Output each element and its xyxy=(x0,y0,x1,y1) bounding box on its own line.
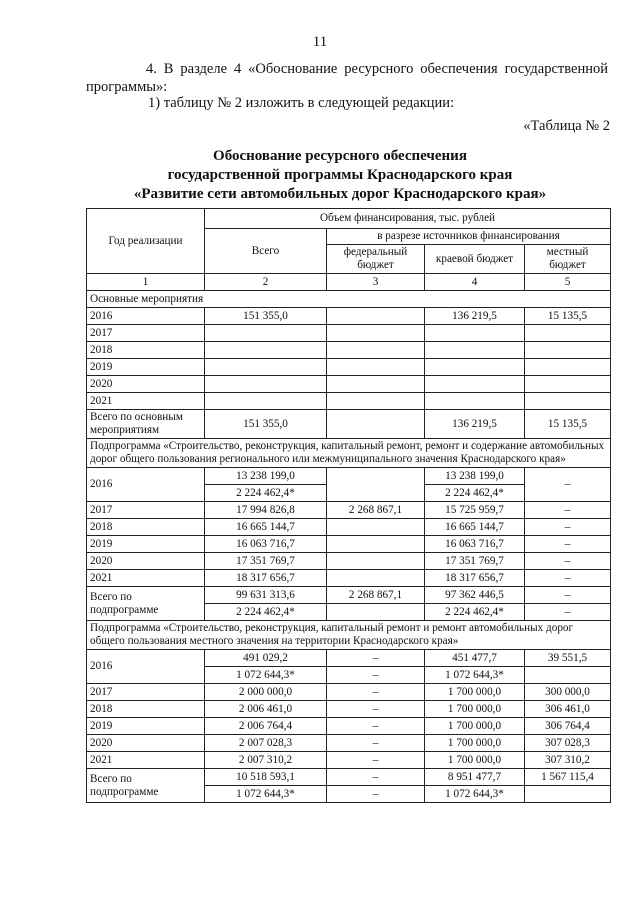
local-cell: 1 567 115,4 xyxy=(525,769,611,786)
total-cell: 151 355,0 xyxy=(205,308,327,325)
regional-cell: 2 224 462,4* xyxy=(425,604,525,621)
page-number: 11 xyxy=(312,34,328,50)
header-federal: федеральный бюджет xyxy=(327,245,425,274)
local-cell: 300 000,0 xyxy=(525,684,611,701)
regional-cell: 1 700 000,0 xyxy=(425,735,525,752)
intro-paragraph: 4. В разделе 4 «Обоснование ресурсного обеспечения государственной программы»: xyxy=(86,61,608,95)
total-label: Всего по подпрограмме xyxy=(87,769,205,803)
local-cell: 39 551,5 xyxy=(525,650,611,667)
col-number: 2 xyxy=(205,274,327,291)
year-cell: 2021 xyxy=(87,393,205,410)
federal-cell: – xyxy=(327,701,425,718)
table-row xyxy=(87,502,611,519)
year-cell: 2017 xyxy=(87,502,205,519)
col-number: 4 xyxy=(425,274,525,291)
regional-cell: 18 317 656,7 xyxy=(425,570,525,587)
table-row xyxy=(87,308,611,325)
total-row xyxy=(87,587,611,604)
total-cell xyxy=(205,393,327,410)
total-cell: 2 224 462,4* xyxy=(205,485,327,502)
federal-cell: – xyxy=(327,752,425,769)
regional-cell: 1 700 000,0 xyxy=(425,701,525,718)
intro-subparagraph: 1) таблицу № 2 изложить в следующей редакции: xyxy=(148,95,455,111)
regional-cell xyxy=(425,359,525,376)
regional-cell: 13 238 199,0 xyxy=(425,468,525,485)
table-row xyxy=(87,376,611,393)
total-cell: 18 317 656,7 xyxy=(205,570,327,587)
local-cell: – xyxy=(525,519,611,536)
regional-cell xyxy=(425,342,525,359)
local-cell: 15 135,5 xyxy=(525,308,611,325)
local-cell: 307 310,2 xyxy=(525,752,611,769)
year-cell: 2018 xyxy=(87,342,205,359)
regional-cell: 2 224 462,4* xyxy=(425,485,525,502)
federal-cell xyxy=(327,519,425,536)
total-cell: 2 006 461,0 xyxy=(205,701,327,718)
regional-cell xyxy=(425,376,525,393)
total-cell: 13 238 199,0 xyxy=(205,468,327,485)
header-local: местный бюджет xyxy=(525,245,611,274)
total-cell: 16 665 144,7 xyxy=(205,519,327,536)
regional-cell: 1 072 644,3* xyxy=(425,786,525,803)
header-by-source: в разрезе источников финансирования xyxy=(327,229,611,245)
federal-cell xyxy=(327,570,425,587)
federal-cell: – xyxy=(327,786,425,803)
federal-cell: 2 268 867,1 xyxy=(327,502,425,519)
table-row xyxy=(87,752,611,769)
local-cell: 306 764,4 xyxy=(525,718,611,735)
local-cell xyxy=(525,667,611,684)
table-row xyxy=(87,718,611,735)
total-cell: 2 007 310,2 xyxy=(205,752,327,769)
header-total: Всего xyxy=(205,229,327,274)
local-cell: 307 028,3 xyxy=(525,735,611,752)
year-cell: 2017 xyxy=(87,684,205,701)
regional-cell: 17 351 769,7 xyxy=(425,553,525,570)
local-cell: – xyxy=(525,502,611,519)
local-cell: – xyxy=(525,587,611,604)
total-cell: 491 029,2 xyxy=(205,650,327,667)
title-line-1: Обоснование ресурсного обеспечения xyxy=(213,148,467,164)
total-cell: 1 072 644,3* xyxy=(205,667,327,684)
total-cell: 2 224 462,4* xyxy=(205,604,327,621)
federal-cell xyxy=(327,308,425,325)
regional-cell: 15 725 959,7 xyxy=(425,502,525,519)
regional-cell: 16 665 144,7 xyxy=(425,519,525,536)
table-row xyxy=(87,393,611,410)
local-cell: – xyxy=(525,604,611,621)
total-row xyxy=(87,410,611,439)
year-cell: 2018 xyxy=(87,519,205,536)
local-cell: – xyxy=(525,468,611,502)
total-cell: 16 063 716,7 xyxy=(205,536,327,553)
year-cell: 2020 xyxy=(87,553,205,570)
table-row xyxy=(87,684,611,701)
total-cell: 17 351 769,7 xyxy=(205,553,327,570)
regional-cell: 1 700 000,0 xyxy=(425,684,525,701)
year-cell: 2017 xyxy=(87,325,205,342)
col-number: 1 xyxy=(87,274,205,291)
col-number: 3 xyxy=(327,274,425,291)
federal-cell: – xyxy=(327,718,425,735)
title-line-3: «Развитие сети автомобильных дорог Краснодарского края» xyxy=(133,186,547,202)
total-row xyxy=(87,769,611,786)
table-row xyxy=(87,650,611,667)
year-cell: 2019 xyxy=(87,359,205,376)
federal-cell xyxy=(327,325,425,342)
local-cell xyxy=(525,393,611,410)
regional-cell xyxy=(425,325,525,342)
local-cell xyxy=(525,325,611,342)
section-title: Подпрограмма «Строительство, реконструкция, капитальный ремонт, ремонт и содержание автомобильных дорог общего пользования регионального или межмуниципального значения Краснодарского края» xyxy=(87,439,611,468)
section-title: Основные мероприятия xyxy=(87,291,611,308)
regional-cell: 97 362 446,5 xyxy=(425,587,525,604)
federal-cell xyxy=(327,536,425,553)
table-row xyxy=(87,536,611,553)
year-cell: 2020 xyxy=(87,735,205,752)
header-financing: Объем финансирования, тыс. рублей xyxy=(205,209,611,229)
table-row xyxy=(87,553,611,570)
year-cell: 2016 xyxy=(87,468,205,502)
table-reference: «Таблица № 2 xyxy=(523,118,610,134)
header-regional: краевой бюджет xyxy=(425,245,525,274)
year-cell: 2021 xyxy=(87,570,205,587)
year-cell: 2020 xyxy=(87,376,205,393)
local-cell xyxy=(525,342,611,359)
total-cell: 99 631 313,6 xyxy=(205,587,327,604)
total-cell: 10 518 593,1 xyxy=(205,769,327,786)
total-cell xyxy=(205,376,327,393)
federal-cell: – xyxy=(327,769,425,786)
table-row xyxy=(87,570,611,587)
section-title: Подпрограмма «Строительство, реконструкция, капитальный ремонт и ремонт автомобильных дорог общего пользования местного значения на территории Краснодарского края» xyxy=(87,621,611,650)
regional-cell xyxy=(425,393,525,410)
regional-cell: 1 072 644,3* xyxy=(425,667,525,684)
table-row xyxy=(87,519,611,536)
federal-cell xyxy=(327,393,425,410)
regional-cell: 16 063 716,7 xyxy=(425,536,525,553)
local-cell: – xyxy=(525,553,611,570)
federal-cell xyxy=(327,359,425,376)
total-cell: 2 007 028,3 xyxy=(205,735,327,752)
table-row xyxy=(87,325,611,342)
federal-cell: – xyxy=(327,684,425,701)
total-cell: 2 006 764,4 xyxy=(205,718,327,735)
year-cell: 2016 xyxy=(87,308,205,325)
year-cell: 2021 xyxy=(87,752,205,769)
federal-cell xyxy=(327,342,425,359)
year-cell: 2019 xyxy=(87,536,205,553)
federal-cell xyxy=(327,410,425,439)
total-cell xyxy=(205,359,327,376)
table-row xyxy=(87,735,611,752)
header-year: Год реализации xyxy=(87,209,205,274)
regional-cell: 136 219,5 xyxy=(425,410,525,439)
local-cell xyxy=(525,359,611,376)
year-cell: 2018 xyxy=(87,701,205,718)
title-line-2: государственной программы Краснодарского края xyxy=(167,167,513,183)
total-label: Всего по подпрограмме xyxy=(87,587,205,621)
table-row xyxy=(87,468,611,485)
regional-cell: 136 219,5 xyxy=(425,308,525,325)
year-cell: 2019 xyxy=(87,718,205,735)
local-cell: – xyxy=(525,536,611,553)
table-row xyxy=(87,359,611,376)
federal-cell xyxy=(327,604,425,621)
total-cell xyxy=(205,342,327,359)
federal-cell xyxy=(327,553,425,570)
total-cell: 1 072 644,3* xyxy=(205,786,327,803)
federal-cell xyxy=(327,468,425,502)
federal-cell: – xyxy=(327,735,425,752)
total-cell: 17 994 826,8 xyxy=(205,502,327,519)
federal-cell: 2 268 867,1 xyxy=(327,587,425,604)
regional-cell: 1 700 000,0 xyxy=(425,718,525,735)
federal-cell: – xyxy=(327,650,425,667)
federal-cell xyxy=(327,376,425,393)
table-title xyxy=(60,147,620,204)
local-cell xyxy=(525,376,611,393)
regional-cell: 1 700 000,0 xyxy=(425,752,525,769)
local-cell: – xyxy=(525,570,611,587)
total-cell: 2 000 000,0 xyxy=(205,684,327,701)
local-cell: 15 135,5 xyxy=(525,410,611,439)
federal-cell: – xyxy=(327,667,425,684)
total-cell: 151 355,0 xyxy=(205,410,327,439)
total-cell xyxy=(205,325,327,342)
financing-table xyxy=(86,208,611,803)
table-row xyxy=(87,701,611,718)
regional-cell: 8 951 477,7 xyxy=(425,769,525,786)
total-label: Всего по основным мероприятиям xyxy=(87,410,205,439)
regional-cell: 451 477,7 xyxy=(425,650,525,667)
table-row xyxy=(87,342,611,359)
local-cell xyxy=(525,786,611,803)
col-number: 5 xyxy=(525,274,611,291)
local-cell: 306 461,0 xyxy=(525,701,611,718)
year-cell: 2016 xyxy=(87,650,205,684)
